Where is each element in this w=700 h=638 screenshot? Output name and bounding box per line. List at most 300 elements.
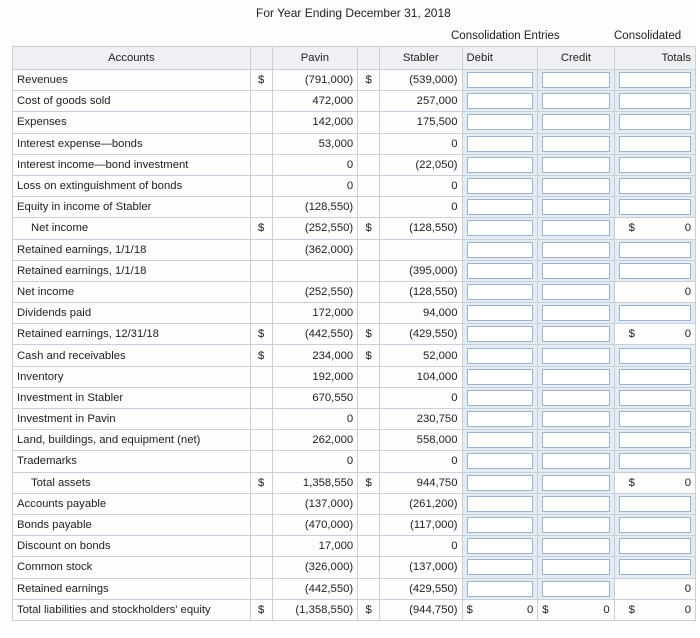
total-currency-symbol: $	[628, 328, 635, 341]
credit-input[interactable]	[542, 178, 609, 194]
account-label: Cost of goods sold	[13, 91, 251, 112]
consolidated-input[interactable]	[619, 157, 691, 173]
account-label: Total assets	[13, 472, 251, 493]
account-label: Total liabilities and stockholders' equity	[13, 599, 251, 620]
account-label: Bonds payable	[13, 514, 251, 535]
consolidated-input[interactable]	[619, 538, 691, 554]
account-label: Cash and receivables	[13, 345, 251, 366]
consolidated-total-cell[interactable]	[614, 387, 695, 408]
consolidated-total-cell[interactable]	[614, 197, 695, 218]
pavin-value	[272, 260, 358, 281]
debit-input-cell[interactable]	[462, 451, 538, 472]
credit-input-cell[interactable]	[538, 70, 614, 91]
debit-input-cell[interactable]	[462, 345, 538, 366]
stabler-currency-symbol	[358, 387, 380, 408]
pavin-value: 53,000	[272, 133, 358, 154]
account-label: Net income	[13, 281, 251, 302]
pavin-currency-symbol: $	[250, 324, 272, 345]
consolidated-input[interactable]	[619, 411, 691, 427]
stabler-currency-symbol	[358, 536, 380, 557]
pavin-value: (137,000)	[272, 493, 358, 514]
table-row	[13, 175, 696, 196]
stabler-value: 52,000	[380, 345, 463, 366]
stabler-currency-symbol	[358, 409, 380, 430]
credit-input-cell[interactable]	[538, 260, 614, 281]
consolidated-total-cell[interactable]	[614, 260, 695, 281]
credit-input[interactable]	[542, 284, 609, 300]
consolidated-input[interactable]	[619, 72, 691, 88]
consolidated-total-cell[interactable]	[614, 493, 695, 514]
debit-currency-symbol: $	[466, 603, 473, 616]
consolidated-total-value: 0	[684, 328, 691, 341]
consolidated-total-cell[interactable]	[614, 599, 695, 620]
stabler-value: (22,050)	[380, 154, 463, 175]
debit-input-cell[interactable]	[462, 557, 538, 578]
consolidated-input[interactable]	[619, 369, 691, 385]
debit-input[interactable]	[467, 242, 534, 258]
debit-input[interactable]	[467, 390, 534, 406]
totals-header: Totals	[614, 47, 695, 70]
stabler-value: (944,750)	[380, 599, 463, 620]
debit-input-cell[interactable]	[462, 303, 538, 324]
pavin-currency-symbol: $	[250, 599, 272, 620]
pavin-currency-symbol	[250, 133, 272, 154]
debit-input-cell[interactable]	[462, 175, 538, 196]
pavin-currency-symbol	[250, 366, 272, 387]
accounts-header: Accounts	[13, 47, 251, 70]
pavin-currency-symbol	[250, 578, 272, 599]
table-row	[13, 303, 696, 324]
consolidated-total-cell[interactable]	[614, 324, 695, 345]
debit-input[interactable]	[467, 72, 534, 88]
stabler-value: 558,000	[380, 430, 463, 451]
credit-input[interactable]	[542, 93, 609, 109]
stabler-value: (429,550)	[380, 324, 463, 345]
stabler-value: (128,550)	[380, 218, 463, 239]
credit-input-cell[interactable]	[538, 175, 614, 196]
total-currency-symbol: $	[628, 603, 635, 616]
credit-input-cell[interactable]	[538, 578, 614, 599]
consolidated-input[interactable]	[619, 432, 691, 448]
stabler-currency-symbol	[358, 112, 380, 133]
consolidated-header: Consolidated	[614, 30, 682, 42]
pavin-currency-symbol	[250, 197, 272, 218]
consolidated-input[interactable]	[619, 390, 691, 406]
credit-input[interactable]	[542, 348, 609, 364]
credit-input[interactable]	[542, 369, 609, 385]
stabler-value: (429,550)	[380, 578, 463, 599]
table-row	[13, 91, 696, 112]
stabler-currency-symbol	[358, 430, 380, 451]
consolidated-total-cell[interactable]	[614, 281, 695, 302]
credit-input-cell[interactable]	[538, 197, 614, 218]
consolidated-total-cell[interactable]	[614, 112, 695, 133]
debit-input-cell[interactable]	[462, 133, 538, 154]
debit-input[interactable]	[467, 411, 534, 427]
table-row	[13, 514, 696, 535]
credit-input-cell[interactable]	[538, 133, 614, 154]
consolidated-input[interactable]	[619, 114, 691, 130]
credit-total: 0	[603, 603, 610, 616]
debit-input[interactable]	[467, 475, 534, 491]
account-label: Inventory	[13, 366, 251, 387]
credit-input[interactable]	[542, 114, 609, 130]
account-label: Retained earnings, 1/1/18	[13, 260, 251, 281]
debit-input[interactable]	[467, 199, 534, 215]
consolidated-total-cell[interactable]	[614, 557, 695, 578]
pavin-currency-symbol: $	[250, 345, 272, 366]
credit-input-cell[interactable]	[538, 409, 614, 430]
stabler-currency-symbol	[358, 493, 380, 514]
stabler-currency-symbol	[358, 91, 380, 112]
debit-input-cell[interactable]	[462, 197, 538, 218]
stabler-value: 0	[380, 133, 463, 154]
consolidated-total-cell[interactable]	[614, 451, 695, 472]
credit-input[interactable]	[542, 538, 609, 554]
stabler-currency-symbol	[358, 578, 380, 599]
pavin-currency-symbol	[250, 514, 272, 535]
pavin-currency-symbol	[250, 493, 272, 514]
stabler-value: 944,750	[380, 472, 463, 493]
table-row	[13, 345, 696, 366]
stabler-value: 94,000	[380, 303, 463, 324]
stabler-value: 104,000	[380, 366, 463, 387]
debit-input-cell[interactable]	[462, 260, 538, 281]
pavin-currency-symbol	[250, 557, 272, 578]
pavin-value: 0	[272, 451, 358, 472]
table-row	[13, 70, 696, 91]
debit-input[interactable]	[467, 157, 534, 173]
credit-input-cell[interactable]	[538, 493, 614, 514]
credit-input-cell[interactable]	[538, 387, 614, 408]
consolidated-total-cell[interactable]	[614, 154, 695, 175]
consolidated-total-cell[interactable]	[614, 70, 695, 91]
credit-input[interactable]	[542, 220, 609, 236]
pavin-value: 0	[272, 175, 358, 196]
debit-input-cell[interactable]	[462, 366, 538, 387]
stabler-value: (117,000)	[380, 514, 463, 535]
consolidated-total-value: 0	[684, 582, 691, 595]
table-row	[13, 281, 696, 302]
stabler-value: 230,750	[380, 409, 463, 430]
credit-input[interactable]	[542, 263, 609, 279]
debit-input[interactable]	[467, 432, 534, 448]
pavin-value: 192,000	[272, 366, 358, 387]
table-row	[13, 366, 696, 387]
debit-input-cell[interactable]	[462, 281, 538, 302]
consolidated-input[interactable]	[619, 348, 691, 364]
credit-input-cell[interactable]	[538, 430, 614, 451]
total-currency-symbol: $	[628, 222, 635, 235]
stabler-currency-symbol	[358, 557, 380, 578]
debit-input[interactable]	[467, 559, 534, 575]
credit-input-cell[interactable]	[538, 472, 614, 493]
debit-input-cell[interactable]	[462, 324, 538, 345]
pavin-value: (442,550)	[272, 578, 358, 599]
debit-input[interactable]	[467, 114, 534, 130]
pavin-value: (326,000)	[272, 557, 358, 578]
pavin-value: 472,000	[272, 91, 358, 112]
consolidated-total-cell[interactable]	[614, 430, 695, 451]
credit-input[interactable]	[542, 581, 609, 597]
stabler-value: 0	[380, 536, 463, 557]
debit-input-cell[interactable]	[462, 70, 538, 91]
stabler-currency-symbol	[358, 514, 380, 535]
credit-input-cell[interactable]	[538, 91, 614, 112]
debit-input[interactable]	[467, 220, 534, 236]
pavin-value: (362,000)	[272, 239, 358, 260]
credit-currency-symbol: $	[542, 603, 549, 616]
debit-input-cell[interactable]	[462, 239, 538, 260]
stabler-value: 0	[380, 451, 463, 472]
pavin-currency-symbol	[250, 281, 272, 302]
stabler-currency-symbol	[358, 303, 380, 324]
consolidated-input[interactable]	[619, 263, 691, 279]
debit-input-cell[interactable]	[462, 536, 538, 557]
credit-input[interactable]	[542, 72, 609, 88]
debit-input-cell[interactable]	[462, 91, 538, 112]
stabler-currency-symbol	[358, 133, 380, 154]
credit-input-cell[interactable]	[538, 154, 614, 175]
table-row	[13, 557, 696, 578]
stabler-value: (137,000)	[380, 557, 463, 578]
consolidated-input[interactable]	[619, 136, 691, 152]
account-label: Dividends paid	[13, 303, 251, 324]
stabler-currency-symbol: $	[358, 345, 380, 366]
consolidated-input[interactable]	[619, 517, 691, 533]
header-row	[13, 47, 696, 70]
account-label: Loss on extinguishment of bonds	[13, 175, 251, 196]
consolidated-total-cell[interactable]	[614, 409, 695, 430]
debit-input-cell[interactable]	[462, 514, 538, 535]
table-row	[13, 578, 696, 599]
debit-header: Debit	[462, 47, 538, 70]
pavin-value: 142,000	[272, 112, 358, 133]
debit-input-cell[interactable]	[462, 430, 538, 451]
stabler-value: 257,000	[380, 91, 463, 112]
credit-input-cell[interactable]	[538, 557, 614, 578]
pavin-currency-symbol	[250, 239, 272, 260]
consolidated-input[interactable]	[619, 199, 691, 215]
pavin-value: 172,000	[272, 303, 358, 324]
account-label: Investment in Stabler	[13, 387, 251, 408]
debit-input-cell[interactable]	[462, 154, 538, 175]
stabler-currency-symbol	[358, 175, 380, 196]
credit-input[interactable]	[542, 136, 609, 152]
table-row	[13, 472, 696, 493]
account-label: Net income	[13, 218, 251, 239]
stabler-value: (395,000)	[380, 260, 463, 281]
debit-input[interactable]	[467, 263, 534, 279]
consolidated-total-cell[interactable]	[614, 514, 695, 535]
consolidated-total-cell[interactable]	[614, 303, 695, 324]
consolidated-total-cell[interactable]	[614, 366, 695, 387]
pavin-value: (442,550)	[272, 324, 358, 345]
consolidated-total-cell[interactable]	[614, 345, 695, 366]
account-label: Expenses	[13, 112, 251, 133]
credit-input[interactable]	[542, 559, 609, 575]
pavin-value: 262,000	[272, 430, 358, 451]
debit-input[interactable]	[467, 538, 534, 554]
worksheet-title: For Year Ending December 31, 2018	[256, 6, 451, 20]
pavin-currency-symbol	[250, 536, 272, 557]
credit-input-cell[interactable]	[538, 345, 614, 366]
credit-input-cell[interactable]	[538, 303, 614, 324]
credit-input-cell[interactable]	[538, 281, 614, 302]
credit-input[interactable]	[542, 453, 609, 469]
debit-input[interactable]	[467, 284, 534, 300]
debit-input[interactable]	[467, 581, 534, 597]
pavin-currency-symbol	[250, 91, 272, 112]
pavin-currency-symbol	[250, 303, 272, 324]
credit-input[interactable]	[542, 411, 609, 427]
table-row	[13, 536, 696, 557]
consolidated-total-value: 0	[684, 476, 691, 489]
table-row	[13, 451, 696, 472]
pavin-value: 0	[272, 154, 358, 175]
account-label: Retained earnings, 1/1/18	[13, 239, 251, 260]
debit-input-cell[interactable]	[462, 112, 538, 133]
credit-input-cell[interactable]	[538, 451, 614, 472]
credit-input[interactable]	[542, 432, 609, 448]
account-label: Accounts payable	[13, 493, 251, 514]
stabler-currency-symbol	[358, 260, 380, 281]
credit-input[interactable]	[542, 305, 609, 321]
pavin-header: Pavin	[272, 47, 358, 70]
account-label: Revenues	[13, 70, 251, 91]
stabler-value: (261,200)	[380, 493, 463, 514]
total-currency-symbol: $	[628, 476, 635, 489]
credit-input-cell[interactable]	[538, 536, 614, 557]
pavin-value: (791,000)	[272, 70, 358, 91]
debit-input-cell[interactable]	[462, 472, 538, 493]
stabler-currency-symbol: $	[358, 599, 380, 620]
account-label: Retained earnings, 12/31/18	[13, 324, 251, 345]
consolidated-input[interactable]	[619, 559, 691, 575]
credit-input-cell[interactable]	[538, 218, 614, 239]
credit-input-cell[interactable]	[538, 514, 614, 535]
debit-input-cell[interactable]	[462, 578, 538, 599]
account-label: Investment in Pavin	[13, 409, 251, 430]
debit-input[interactable]	[467, 136, 534, 152]
consolidated-total-cell[interactable]	[614, 218, 695, 239]
consolidated-total-value: 0	[684, 285, 691, 298]
debit-input-cell[interactable]	[462, 493, 538, 514]
debit-total: 0	[526, 603, 534, 616]
pavin-value: (252,550)	[272, 281, 358, 302]
pavin-value: 1,358,550	[272, 472, 358, 493]
credit-input-cell[interactable]	[538, 239, 614, 260]
consolidated-input[interactable]	[619, 178, 691, 194]
credit-input[interactable]	[542, 157, 609, 173]
table-row	[13, 493, 696, 514]
debit-input[interactable]	[467, 517, 534, 533]
credit-input[interactable]	[542, 199, 609, 215]
pavin-value: (470,000)	[272, 514, 358, 535]
stabler-currency-symbol	[358, 239, 380, 260]
pavin-currency-symbol	[250, 409, 272, 430]
consolidated-input[interactable]	[619, 305, 691, 321]
account-label: Common stock	[13, 557, 251, 578]
pavin-value: 17,000	[272, 536, 358, 557]
credit-input-cell[interactable]	[538, 599, 614, 620]
account-label: Trademarks	[13, 451, 251, 472]
pavin-currency-symbol	[250, 451, 272, 472]
credit-input-cell[interactable]	[538, 366, 614, 387]
stabler-currency-symbol: $	[358, 218, 380, 239]
credit-input[interactable]	[542, 390, 609, 406]
pavin-value: (1,358,550)	[272, 599, 358, 620]
consolidated-total-cell[interactable]	[614, 536, 695, 557]
debit-input[interactable]	[467, 178, 534, 194]
table-row	[13, 154, 696, 175]
consolidated-input[interactable]	[619, 242, 691, 258]
debit-input[interactable]	[467, 348, 534, 364]
table-row	[13, 599, 696, 620]
debit-input-cell[interactable]	[462, 218, 538, 239]
pavin-currency-symbol	[250, 260, 272, 281]
debit-input[interactable]	[467, 369, 534, 385]
debit-input[interactable]	[467, 496, 534, 512]
credit-input[interactable]	[542, 517, 609, 533]
consolidated-input[interactable]	[619, 93, 691, 109]
consolidated-total-cell[interactable]	[614, 239, 695, 260]
consolidation-entries-header: Consolidation Entries	[451, 30, 560, 42]
credit-input[interactable]	[542, 475, 609, 491]
stabler-currency-symbol	[358, 154, 380, 175]
pavin-value: (128,550)	[272, 197, 358, 218]
pavin-currency-symbol	[250, 175, 272, 196]
consolidated-input[interactable]	[619, 496, 691, 512]
debit-input[interactable]	[467, 93, 534, 109]
credit-input[interactable]	[542, 326, 609, 342]
consolidated-total-value: 0	[684, 222, 691, 235]
consolidation-table	[12, 46, 696, 621]
stabler-value: 0	[380, 197, 463, 218]
debit-input[interactable]	[467, 453, 534, 469]
consolidated-total-cell[interactable]	[614, 578, 695, 599]
credit-input-cell[interactable]	[538, 324, 614, 345]
credit-input-cell[interactable]	[538, 112, 614, 133]
stabler-currency-symbol: $	[358, 70, 380, 91]
credit-header: Credit	[538, 47, 614, 70]
debit-input-cell[interactable]	[462, 599, 538, 620]
consolidated-total-cell[interactable]	[614, 472, 695, 493]
debit-input[interactable]	[467, 326, 534, 342]
account-label: Interest income—bond investment	[13, 154, 251, 175]
debit-input-cell[interactable]	[462, 387, 538, 408]
credit-input[interactable]	[542, 496, 609, 512]
stabler-value: 0	[380, 175, 463, 196]
consolidated-total-cell[interactable]	[614, 91, 695, 112]
debit-input[interactable]	[467, 305, 534, 321]
worksheet	[6, 2, 696, 632]
table-row	[13, 133, 696, 154]
stabler-value	[380, 239, 463, 260]
debit-input-cell[interactable]	[462, 409, 538, 430]
table-row	[13, 197, 696, 218]
consolidated-total-cell[interactable]	[614, 133, 695, 154]
account-label: Discount on bonds	[13, 536, 251, 557]
pavin-value: (252,550)	[272, 218, 358, 239]
table-row	[13, 387, 696, 408]
table-row	[13, 112, 696, 133]
stabler-currency-symbol	[358, 366, 380, 387]
credit-input[interactable]	[542, 242, 609, 258]
stabler-value: (539,000)	[380, 70, 463, 91]
consolidated-total-cell[interactable]	[614, 175, 695, 196]
consolidated-input[interactable]	[619, 453, 691, 469]
